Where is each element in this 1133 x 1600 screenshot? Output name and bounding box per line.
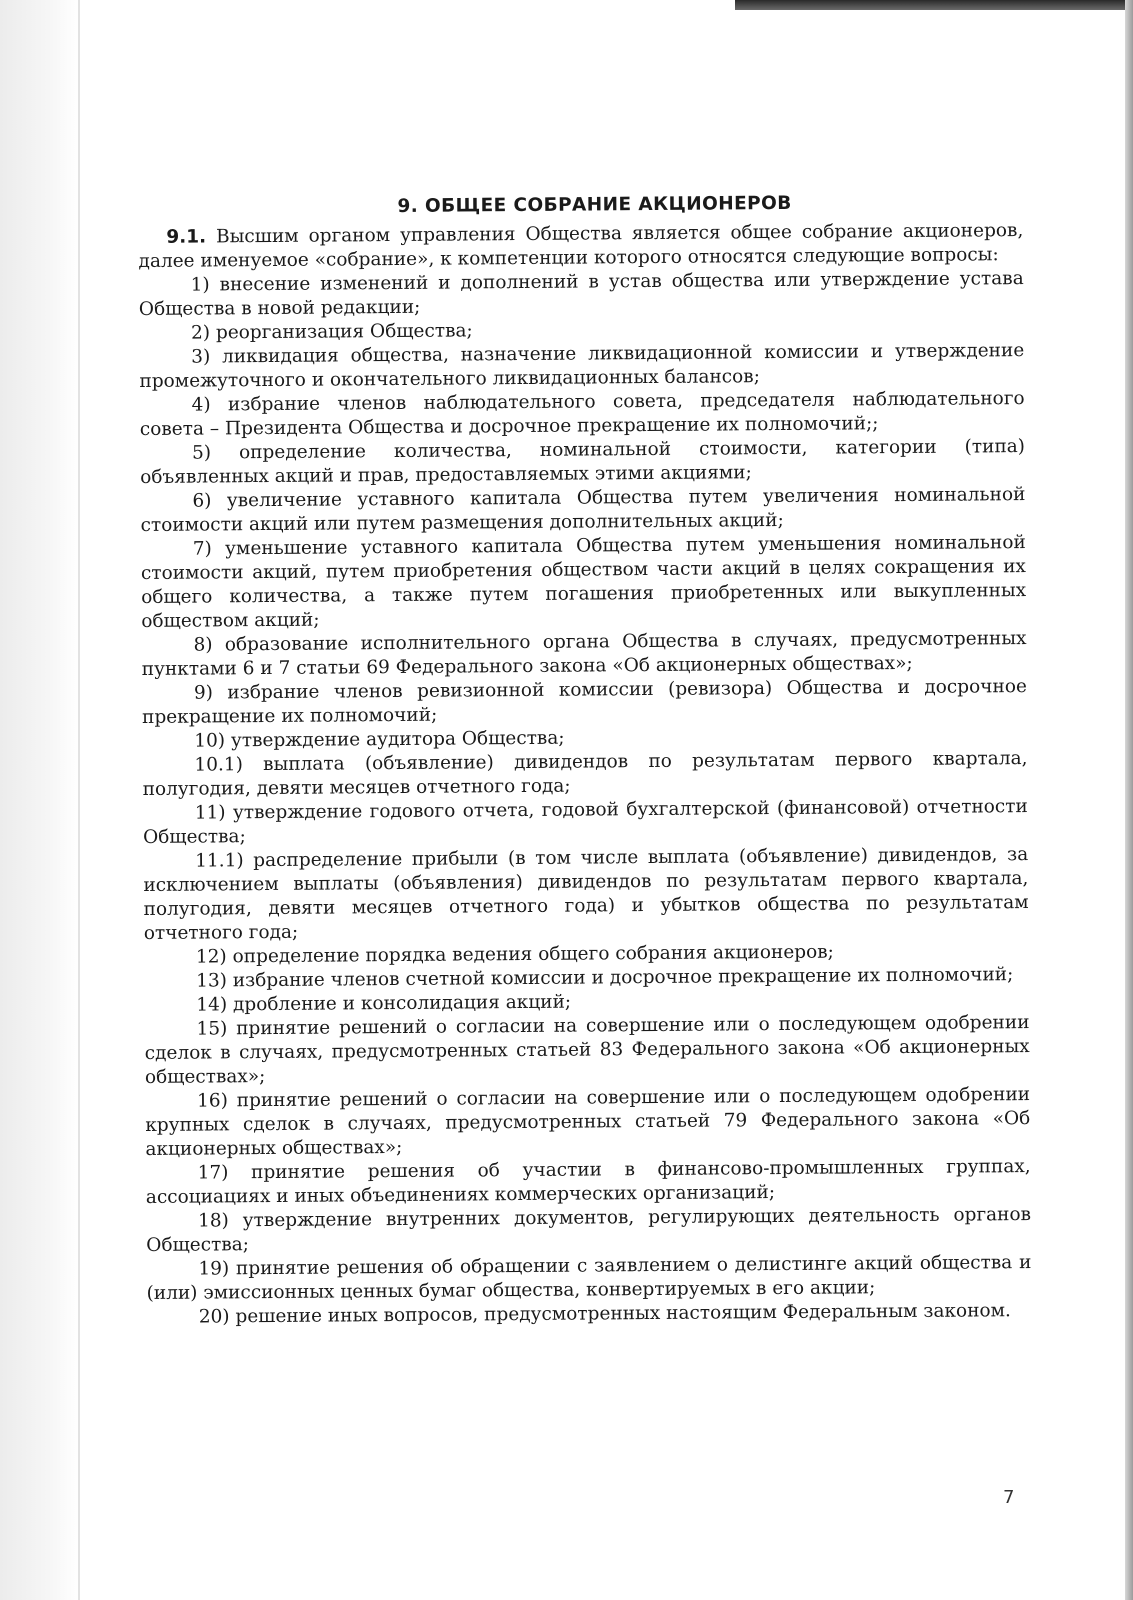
intro-text: Высшим органом управления Общества является общее собрание акционеров, далее именуемое «собрание», к компетенции которого относятся следующие вопросы: bbox=[138, 220, 1024, 272]
list-item: 17) принятие решения об участии в финансово-промышленных группах, ассоциациях и иных объединениях коммерческих организаций; bbox=[145, 1156, 1031, 1208]
list-item: 20) решение иных вопросов, предусмотренных настоящим Федеральным законом. bbox=[198, 1300, 1011, 1328]
page-number: 7 bbox=[1003, 1487, 1015, 1508]
intro-paragraph bbox=[138, 219, 1023, 274]
list-item: 7) уменьшение уставного капитала Общества путем уменьшения номинальной стоимости акций, путем приобретения обществом части акций в целях сокращения их общего количества, а также путем погашения приобретенных или выкупленных обществом акций; bbox=[140, 532, 1027, 632]
list-item: 13) избрание членов счетной комиссии и досрочное прекращение их полномочий; bbox=[196, 964, 1014, 992]
scan-fold-line bbox=[78, 0, 80, 1600]
list-item: 19) принятие решения об обращении с заявлением о делистинге акций общества и (или) эмиссионных ценных бумаг общества, конвертируемых в его акции; bbox=[146, 1252, 1032, 1304]
list-item: 12) определение порядка ведения общего собрания акционеров; bbox=[195, 941, 834, 968]
list-item: 11.1) распределение прибыли (в том числе выплата (объявление) дивидендов, за исключением выплаты (объявления) дивидендов по результатам первого квартала, полугодия, девяти месяцев отчетного года) и убытков общества по результатам отчетного года; bbox=[143, 844, 1029, 944]
list-item: 10.1) выплата (объявление) дивидендов по результатам первого квартала, полугодия, девяти месяцев отчетного года; bbox=[142, 748, 1028, 800]
list-item: 15) принятие решений о согласии на совершение или о последующем одобрении сделок в случаях, предусмотренных статьей 83 Федерального закона «Об акционерных обществах»; bbox=[144, 1012, 1030, 1088]
scan-left-shadow bbox=[0, 0, 80, 1600]
list-item: 9) избрание членов ревизионной комиссии (ревизора) Общества и досрочное прекращение их полномочий; bbox=[142, 676, 1027, 728]
list-item: 6) увеличение уставного капитала Общества путем увеличения номинальной стоимости акций или путем размещения дополнительных акций; bbox=[140, 484, 1026, 536]
list-item: 11) утверждение годового отчета, годовой бухгалтерской (финансовой) отчетности Общества; bbox=[142, 796, 1028, 848]
list-item: 8) образование исполнительного органа Общества в случаях, предусмотренных пунктами 6 и 7 статьи 69 Федерального закона «Об акционерных обществах»; bbox=[141, 628, 1027, 680]
list-item: 4) избрание членов наблюдательного совета, председателя наблюдательного совета – Президента Общества и досрочное прекращение их полномочий;; bbox=[139, 388, 1025, 440]
document-page bbox=[138, 189, 1032, 1330]
list-item: 14) дробление и консолидация акций; bbox=[196, 991, 572, 1016]
intro-number: 9.1. bbox=[166, 226, 207, 248]
scan-top-edge bbox=[735, 0, 1133, 10]
list-item: 18) утверждение внутренних документов, регулирующих деятельность органов Общества; bbox=[146, 1204, 1032, 1256]
competence-list bbox=[139, 267, 1032, 1330]
list-item: 10) утверждение аудитора Общества; bbox=[194, 727, 565, 752]
scan-right-edge bbox=[1125, 0, 1133, 1600]
list-item: 1) внесение изменений и дополнений в устав общества или утверждение устава Общества в новой редакции; bbox=[138, 268, 1024, 320]
list-item: 2) реорганизация Общества; bbox=[190, 320, 473, 344]
list-item: 5) определение количества, номинальной стоимости, категории (типа) объявленных акций и прав, предоставляемых этими акциями; bbox=[140, 436, 1026, 488]
list-item: 16) принятие решений о согласии на совершение или о последующем одобрении крупных сделок в случаях, предусмотренных статьей 79 Федерального закона «Об акционерных обществах»; bbox=[145, 1084, 1031, 1160]
list-item: 3) ликвидация общества, назначение ликвидационной комиссии и утверждение промежуточного и окончательного ликвидационных балансов; bbox=[139, 340, 1025, 392]
section-heading: 9. ОБЩЕЕ СОБРАНИЕ АКЦИОНЕРОВ bbox=[397, 192, 792, 217]
